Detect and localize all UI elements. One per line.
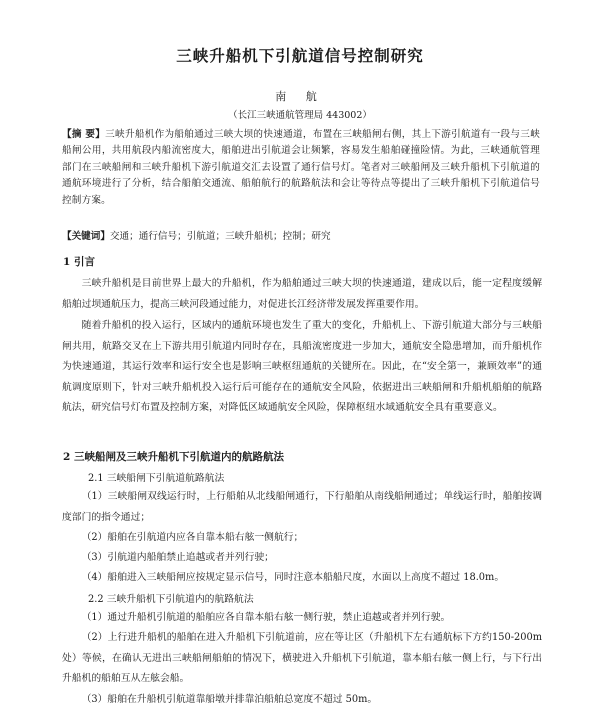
subsection-heading-2-2: 2.2 三峡升船机下引航道内的航路航法 [88,594,254,605]
list-item: （1）三峡船闸双线运行时，上行船舶从北线船闸通行，下行船舶从南线船闸通过；单线运行时，船舶按调度部门的指令通过； [62,491,542,523]
list-item: （4）船舶进入三峡船闸应按规定显示信号，同时注意本船船尺度，水面以上高度不超过 18.0m。 [81,572,505,583]
abstract-label: 【摘 要】 [62,129,106,140]
list-item: （3）船舶在升船机引航道靠船墩并排靠泊船舶总宽度不超过 50m。 [81,694,378,705]
keywords-block [62,228,540,242]
list-item: （1）通过升船机引航道的船舶应各自靠本船右舷一侧行驶，禁止追越或者并列行驶。 [81,612,451,623]
section-heading-2: 2 三峡船闸及三峡升船机下引航道内的航路航法 [63,451,284,463]
abstract-block [62,127,540,209]
paragraph-intro-2: 随着升船机的投入运行，区域内的通航环境也发生了重大的变化，升船机上、下游引航道大部分与三峡船闸共用，航路交叉在上下游共用引航道内同时存在，具船流密度进一步加大，通航安全隐患增加，而升船机作为快速通道，其运行效率和运行安全也是影响三峡枢纽通航的关键所在。因此，在“安全第一，兼顾效率”的通航调度原则下，针对三峡升船机投入运行后可能存在的通航安全风险，依据进出三峡船闸和升船机船舶的航路航法，研究信号灯布置及控制方案，对降低区域通航安全风险，保障枢纽水域通航安全具有重要意义。 [62,320,542,414]
list-item: （2）船舶在引航道内应各自靠本船右舷一侧航行； [81,532,304,543]
subsection-heading-2-1: 2.1 三峡船闸下引航道航路航法 [88,473,225,484]
keywords-label: 【关键词】 [62,231,110,242]
list-item: （2）上行进升船机的船舶在进入升船机下引航道前，应在等让区（升船机下左右通航标下方约150-200m 处）等候，在确认无进出三峡船闸船舶的情况下，横驶进入升船机下引航道，靠本船右舷一侧上行，与下行出升船机的船舶互从左舷会船。 [62,632,542,685]
author-name: 南 航 [275,90,325,103]
section-heading-1: 1 引言 [63,256,95,268]
paper-title: 三峡升船机下引航道信号控制研究 [176,46,424,65]
list-item: （3）引航道内船舶禁止追越或者并列行驶； [81,552,274,563]
keywords-text: 交通；通行信号；引航道；三峡升船机；控制；研究 [109,231,331,242]
abstract-text: 三峡升船机作为船舶通过三峡大坝的快速通道，布置在三峡船闸右侧，其上下游引航道有一段与三峡船闸公用，共用航段内船流密度大，船舶进出引航道会让频繁，容易发生船舶碰撞险情。为此，三峡通航管理部门在三峡船闸和三峡升船机下游引航道交汇去设置了通行信号灯。笔者对三峡船闸及三峡升船机下引航道的通航环境进行了分析，结合船舶交通流、船舶航行的航路航法和会让等待点等提出了三峡升船机下引航道信号控制方案。 [62,129,540,206]
author-affiliation: （长江三峡通航管理局 443002） [228,110,372,121]
paragraph-intro-1: 三峡升船机是目前世界上最大的升船机，作为船舶通过三峡大坝的快速通道，建成以后，能一定程度缓解船舶过坝通航压力，提高三峡河段通过能力，对促进长江经济带发展发挥重要作用。 [62,278,542,310]
